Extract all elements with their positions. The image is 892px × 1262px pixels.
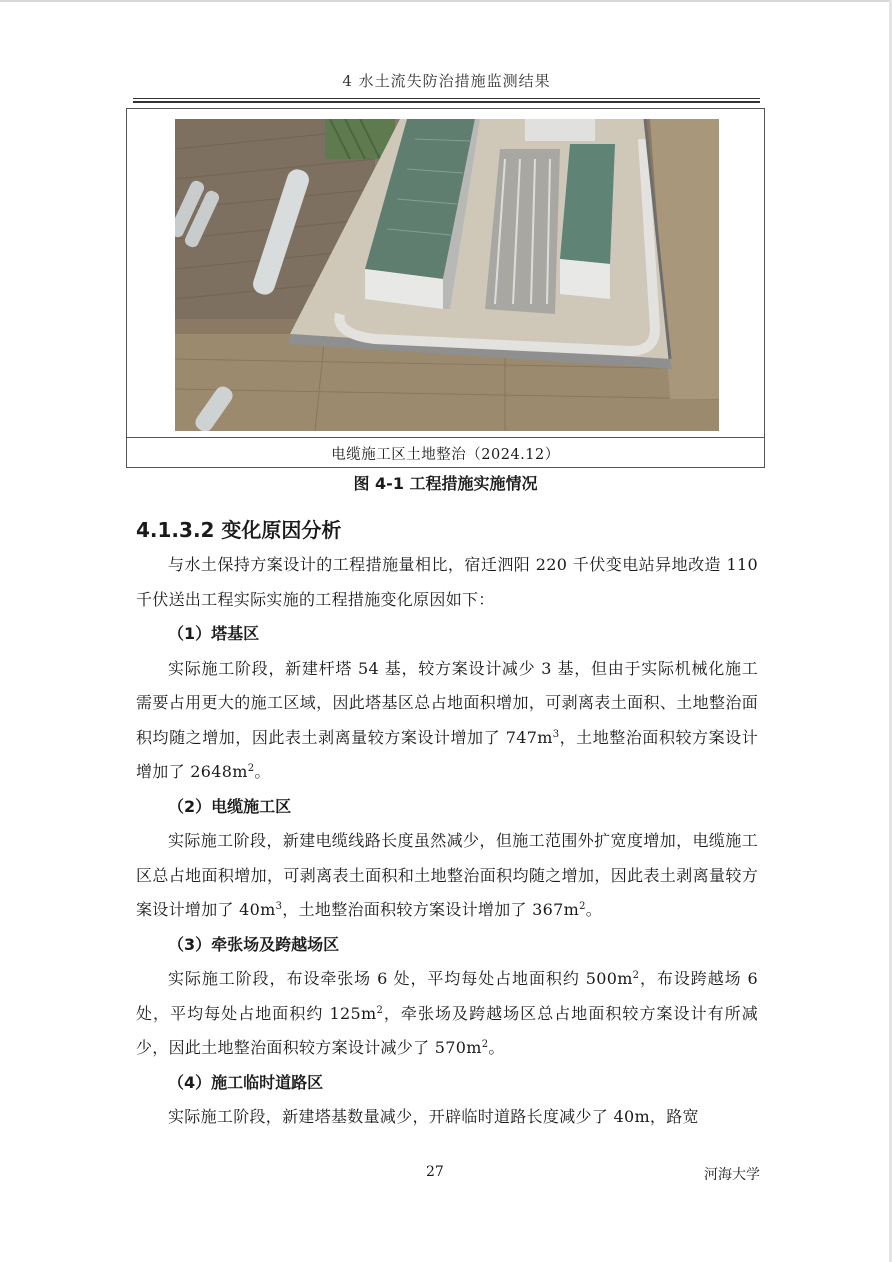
header-rule: [133, 98, 760, 99]
superscript: 2: [247, 763, 255, 774]
text-segment: 实际施工阶段，布设牵张场 6 处，平均每处占地面积约 500m: [168, 969, 633, 988]
superscript: 2: [632, 970, 640, 981]
page-edge: [0, 0, 892, 2]
text-segment: 。: [585, 900, 603, 919]
photo-subcaption: 电缆施工区土地整治（2024.12）: [331, 447, 560, 463]
superscript: 2: [481, 1039, 489, 1050]
page-number: 27: [426, 1164, 444, 1180]
subheading-tension-field: （3）牵张场及跨越场区: [168, 934, 340, 954]
paragraph-tower-base: [136, 652, 758, 790]
paragraph-tension-field: [136, 962, 758, 1066]
text-segment: 。: [488, 1038, 505, 1057]
paragraph-cable-area: [136, 824, 758, 928]
paragraph-temp-road: 实际施工阶段，新建塔基数量减少，开辟临时道路长度减少了 40m，路宽: [168, 1107, 699, 1126]
text-segment: ，土地整治面积较方案设计增加了 367m: [282, 900, 580, 919]
figure-divider: [127, 437, 764, 438]
subheading-tower-base: （1）塔基区: [168, 624, 260, 643]
superscript: 2: [579, 901, 586, 912]
text-segment: ，牵张场及跨越场区总占地面积较方案设计有所减少，因此土地整治面积较方案设计减少了 570m: [136, 1003, 758, 1057]
header-rule-thick: [133, 101, 760, 103]
text-segment: 。: [254, 762, 271, 781]
superscript: 3: [275, 901, 283, 912]
body-content: [136, 548, 758, 1135]
footer-organization: 河海大学: [704, 1167, 760, 1183]
figure-caption: 图 4-1 工程措施实施情况: [353, 474, 538, 493]
intro-paragraph: 与水土保持方案设计的工程措施量相比，宿迁泗阳 220 千伏变电站异地改造 110 千伏送出工程实际实施的工程措施变化原因如下：: [136, 555, 758, 609]
aerial-substation-photo: [175, 119, 719, 431]
text-segment: ，布设跨越场 6 处，平均每处占地面积约 125m: [136, 969, 758, 1023]
superscript: 2: [376, 1004, 384, 1016]
subheading-temp-road: （4）施工临时道路区: [168, 1072, 324, 1092]
superscript: 3: [552, 728, 560, 740]
text-segment: ，土地整治面积较方案设计增加了 2648m: [136, 727, 758, 781]
text-segment: 实际施工阶段，新建电缆线路长度虽然减少，但施工范围外扩宽度增加，电缆施工区总占地面积增加，可剥离表土面积和土地整治面积均随之增加，因此表土剥离量较方案设计增加了 40m: [136, 831, 758, 919]
figure-frame: [126, 108, 765, 468]
running-header: 4 水土流失防治措施监测结果: [342, 72, 551, 90]
section-heading: 4.1.3.2 变化原因分析: [136, 518, 342, 542]
text-segment: 实际施工阶段，新建杆塔 54 基，较方案设计减少 3 基，但由于实际机械化施工需要占用更大的施工区域，因此塔基区总占地面积增加，可剥离表土面积、土地整治面积均随之增加，因此表土剥离量较方案设计增加了 747m: [136, 658, 758, 747]
subheading-cable-area: （2）电缆施工区: [168, 796, 292, 816]
